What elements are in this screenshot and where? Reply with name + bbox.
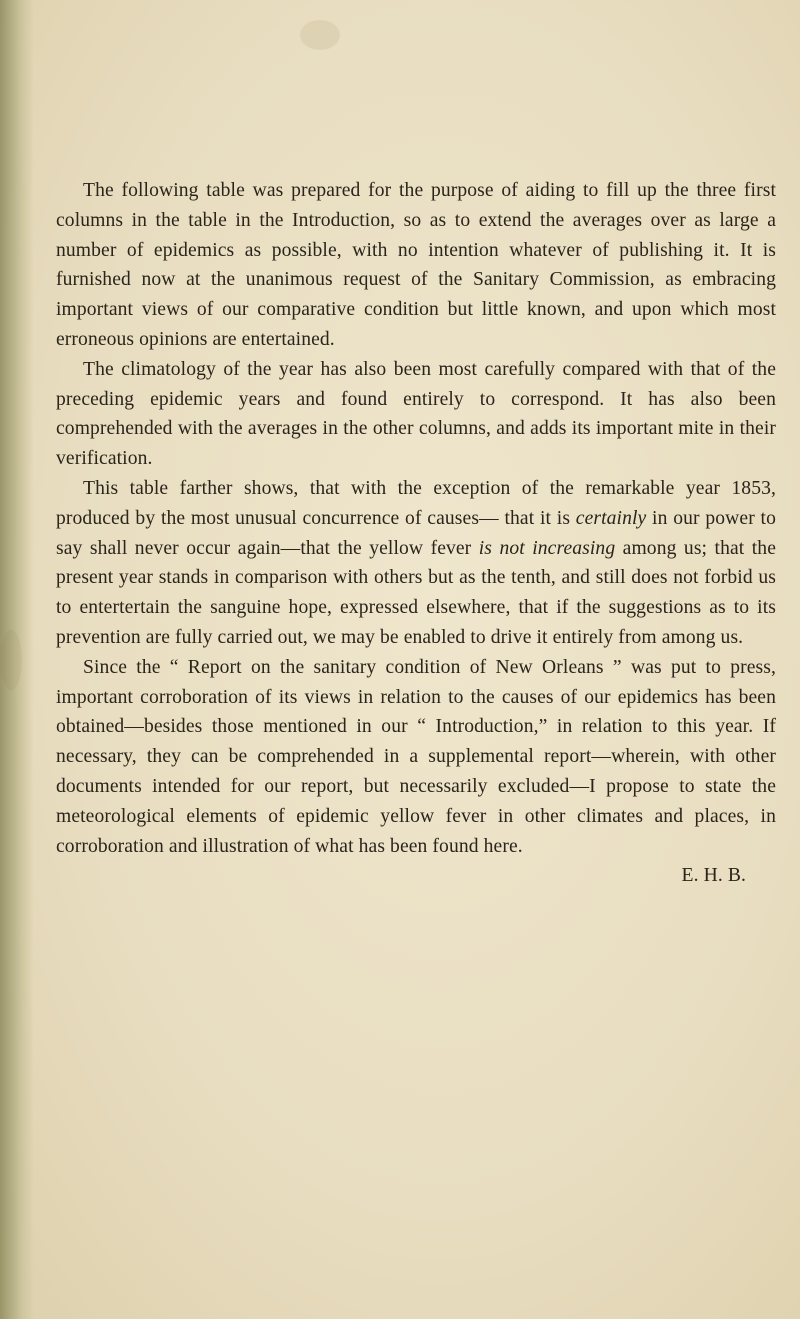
signature-initials: E. H. B. (681, 865, 746, 887)
paragraph-table-shows (56, 474, 776, 653)
emphasis-text: certainly (575, 507, 647, 529)
emphasis-text: is not increasing (478, 537, 616, 559)
paragraph-text: among us; that the present year stands in comparison with others but as the tenth, and still does not forbid us to entertertain the sanguine hope, expressed elsewhere, that if the suggestions as to its prevention are fully carried out, we may be enabled to drive it entirely from among us. (56, 537, 776, 648)
paragraph-climatology: The climatology of the year has also been most carefully compared with that of the preceding epidemic years and found entirely to correspond. It has also been comprehended with the averages in the other columns, and adds its important mite in their verification. (56, 358, 776, 470)
paragraph-text: This table farther shows, that with the exception of the remarkable year 1853, produced by the most unusual concurrence of causes— that it is (56, 477, 776, 529)
document-body (56, 176, 776, 891)
paragraph-table-purpose: The following table was prepared for the purpose of aiding to fill up the three first columns in the table in the Introduction, so as to extend the averages over as large a number of epidemics as possible, with no intention whatever of publishing it. It is furnished now at the unanimous request of the Sanitary Commission, as embracing important views of our comparative condition but little known, and upon which most erroneous opinions are entertained. (56, 180, 776, 350)
paragraph-text: in our power to say shall never occur again—that the yellow fever (56, 507, 776, 559)
paragraph-report-corroboration: Since the “ Report on the sanitary condition of New Orleans ” was put to press, important corroboration of its views in relation to the causes of our epidemics has been obtained—besides those mentioned in our “ Introduction,” in relation to this year. If necessary, they can be comprehended in a supplemental report—wherein, with other documents intended for our report, but necessarily excluded—I propose to state the meteorological elements of epidemic yellow fever in other climates and places, in corroboration and illustration of what has been found here. (56, 656, 776, 857)
paper-stain (0, 630, 22, 690)
paper-stain (300, 20, 340, 50)
